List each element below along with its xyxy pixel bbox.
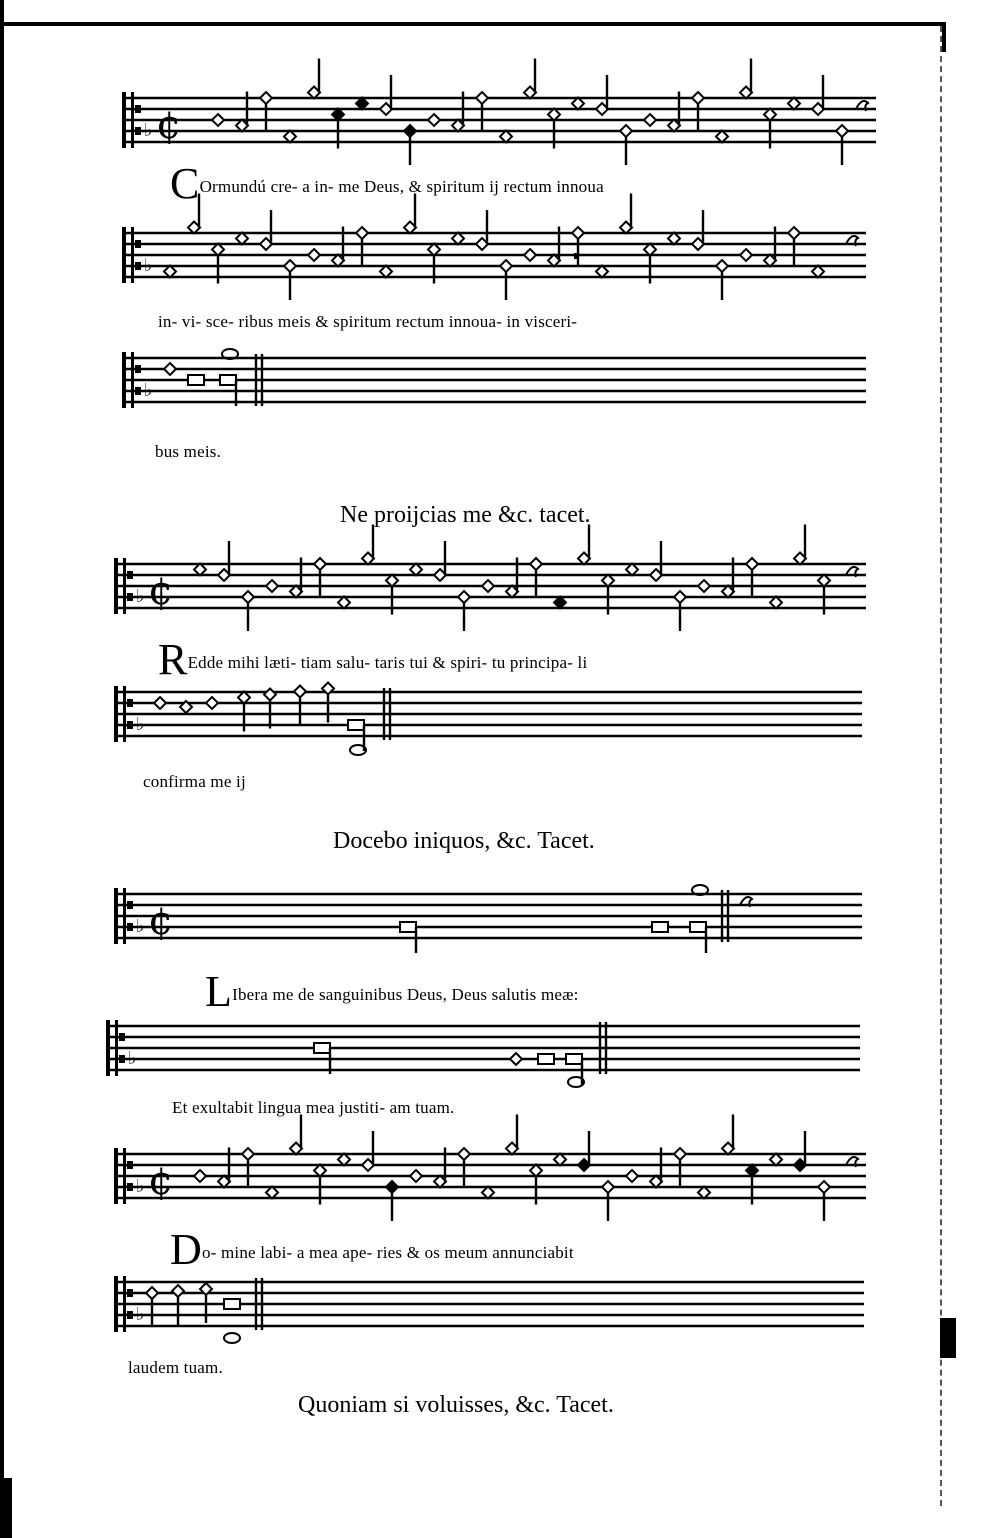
clef-bar xyxy=(114,1148,118,1204)
clef-mark xyxy=(135,387,141,395)
flat-sign: ♭ xyxy=(136,714,145,735)
clef-bar xyxy=(114,1276,118,1332)
note-head xyxy=(172,1285,184,1297)
flat-sign: ♭ xyxy=(144,380,153,401)
clef-mark xyxy=(135,262,141,270)
lyric-text: Ormundú cre- a in- me Deus, & spiritum ij rectum innoua xyxy=(199,177,604,196)
note-head xyxy=(264,689,276,701)
note-head xyxy=(530,558,542,570)
note-head xyxy=(266,580,278,592)
lyric-line-1 xyxy=(170,159,604,208)
flat-sign: ♭ xyxy=(136,586,145,607)
section-heading-2: Docebo iniquos, &c. Tacet. xyxy=(333,828,595,854)
note-head xyxy=(410,564,422,576)
breve-note xyxy=(348,720,364,730)
mensuration-sign: ¢ xyxy=(156,102,182,148)
clef-bar xyxy=(131,352,134,408)
breve-note xyxy=(400,922,416,932)
mensuration-sign: ¢ xyxy=(148,898,174,944)
note-head xyxy=(452,233,464,245)
lyric-text: laudem tuam. xyxy=(128,1358,223,1377)
note-head xyxy=(154,697,166,709)
note-head xyxy=(404,125,416,137)
note-head xyxy=(242,1148,254,1160)
breve-note xyxy=(652,922,668,932)
breve-note xyxy=(224,1299,240,1309)
note-head xyxy=(764,109,776,121)
note-head xyxy=(338,1154,350,1166)
note-head xyxy=(428,244,440,256)
note-head xyxy=(338,597,350,609)
note-head xyxy=(482,1187,494,1199)
initial-capital: R xyxy=(158,635,188,684)
note-head xyxy=(294,686,306,698)
flat-sign: ♭ xyxy=(136,1176,145,1197)
breve-note xyxy=(314,1043,330,1053)
lyric-line-4 xyxy=(158,635,588,684)
clef-mark xyxy=(119,1055,125,1063)
note-head xyxy=(554,597,566,609)
note-head xyxy=(206,697,218,709)
note-head xyxy=(164,266,176,278)
note-head xyxy=(788,227,800,239)
note-head xyxy=(260,92,272,104)
note-head xyxy=(194,1170,206,1182)
note-head xyxy=(602,575,614,587)
clef-bar xyxy=(114,888,118,944)
note-head xyxy=(812,266,824,278)
section-heading-1: Ne proijcias me &c. tacet. xyxy=(340,502,591,528)
clef-bar xyxy=(123,1148,126,1204)
breve-note xyxy=(566,1054,582,1064)
flat-sign: ♭ xyxy=(136,916,145,937)
note-head xyxy=(500,260,512,272)
note-head xyxy=(510,1053,522,1065)
note-head xyxy=(746,1165,758,1177)
clef-mark xyxy=(135,105,141,113)
note-head xyxy=(770,1154,782,1166)
note-head xyxy=(626,1170,638,1182)
clef-mark xyxy=(127,923,133,931)
note-head xyxy=(236,233,248,245)
clef-bar xyxy=(122,352,126,408)
note-head xyxy=(164,363,176,375)
clef-bar xyxy=(131,227,134,283)
note-head xyxy=(554,1154,566,1166)
clef-bar xyxy=(123,558,126,614)
clef-bar xyxy=(123,1276,126,1332)
clef-mark xyxy=(127,593,133,601)
note-head xyxy=(284,260,296,272)
note-head xyxy=(242,591,254,603)
note-head xyxy=(620,125,632,137)
lyric-text: in- vi- sce- ribus meis & spiritum rectum innoua- in visceri- xyxy=(158,312,578,331)
lyric-line-8 xyxy=(170,1225,574,1274)
breve-note xyxy=(188,375,204,385)
note-head xyxy=(482,580,494,592)
note-head xyxy=(788,98,800,110)
initial-capital: L xyxy=(205,967,233,1016)
rest-mark xyxy=(574,253,578,259)
note-head xyxy=(314,558,326,570)
clef-bar xyxy=(122,227,126,283)
clef-mark xyxy=(127,571,133,579)
note-head xyxy=(266,1187,278,1199)
note-head xyxy=(674,1148,686,1160)
note-head xyxy=(602,1181,614,1193)
note-head xyxy=(674,591,686,603)
clef-mark xyxy=(127,901,133,909)
note-head xyxy=(356,98,368,110)
note-head xyxy=(818,575,830,587)
clef-mark xyxy=(127,1161,133,1169)
clef-mark xyxy=(127,1183,133,1191)
note-head xyxy=(380,266,392,278)
note-head xyxy=(692,92,704,104)
lyric-text: o- mine labi- a mea ape- ries & os meum annunciabit xyxy=(201,1243,574,1262)
note-head xyxy=(524,249,536,261)
note-head xyxy=(644,114,656,126)
initial-capital: C xyxy=(170,159,200,208)
note-head xyxy=(572,227,584,239)
lyric-text: bus meis. xyxy=(155,442,222,461)
note-head xyxy=(530,1165,542,1177)
section-heading-3: Quoniam si voluisses, &c. Tacet. xyxy=(298,1392,614,1418)
lyric-text: Et exultabit lingua mea justiti- am tuam. xyxy=(172,1098,455,1117)
breve-note xyxy=(538,1054,554,1064)
clef-mark xyxy=(135,127,141,135)
clef-bar xyxy=(114,558,118,614)
clef-mark xyxy=(127,721,133,729)
clef-bar xyxy=(115,1020,118,1076)
note-head xyxy=(698,1187,710,1199)
note-head xyxy=(332,109,344,121)
clef-mark xyxy=(135,365,141,373)
note-head xyxy=(284,131,296,143)
note-head xyxy=(212,244,224,256)
lyric-line-6 xyxy=(205,967,579,1016)
clef-bar xyxy=(122,92,126,148)
note-head xyxy=(476,92,488,104)
flat-sign: ♭ xyxy=(144,255,153,276)
mensuration-sign: ¢ xyxy=(148,568,174,614)
note-head xyxy=(238,692,250,704)
flat-sign: ♭ xyxy=(144,120,153,141)
clef-mark xyxy=(135,240,141,248)
clef-mark xyxy=(127,1289,133,1297)
clef-bar xyxy=(123,888,126,944)
note-head xyxy=(716,260,728,272)
note-head xyxy=(818,1181,830,1193)
note-head xyxy=(386,575,398,587)
initial-capital: D xyxy=(170,1225,202,1274)
note-head xyxy=(548,109,560,121)
note-head xyxy=(386,1181,398,1193)
lyric-text: Ibera me de sanguinibus Deus, Deus salutis meæ: xyxy=(232,985,579,1004)
note-head xyxy=(194,564,206,576)
note-head xyxy=(668,233,680,245)
note-head xyxy=(146,1287,158,1299)
note-head xyxy=(596,266,608,278)
flat-sign: ♭ xyxy=(128,1048,137,1069)
clef-mark xyxy=(127,699,133,707)
note-head xyxy=(458,591,470,603)
note-head xyxy=(770,597,782,609)
breve-note xyxy=(220,375,236,385)
note-head xyxy=(212,114,224,126)
lyric-line-5 xyxy=(143,772,246,792)
note-head xyxy=(740,249,752,261)
clef-bar xyxy=(123,686,126,742)
lyric-line-9 xyxy=(128,1358,223,1378)
mensuration-sign: ¢ xyxy=(148,1158,174,1204)
clef-bar xyxy=(106,1020,110,1076)
note-head xyxy=(356,227,368,239)
lyric-line-7 xyxy=(172,1098,455,1118)
note-head xyxy=(500,131,512,143)
clef-bar xyxy=(114,686,118,742)
note-head xyxy=(458,1148,470,1160)
note-head xyxy=(428,114,440,126)
note-head xyxy=(572,98,584,110)
lyric-text: Edde mihi læti- tiam salu- taris tui & spiri- tu principa- li xyxy=(187,653,588,672)
note-head xyxy=(836,125,848,137)
clef-bar xyxy=(131,92,134,148)
lyric-line-3 xyxy=(155,442,221,462)
lyric-line-2 xyxy=(158,312,577,332)
note-head xyxy=(746,558,758,570)
note-head xyxy=(626,564,638,576)
note-head xyxy=(314,1165,326,1177)
clef-mark xyxy=(119,1033,125,1041)
note-head xyxy=(410,1170,422,1182)
note-head xyxy=(716,131,728,143)
note-head xyxy=(308,249,320,261)
breve-note xyxy=(690,922,706,932)
clef-mark xyxy=(127,1311,133,1319)
note-head xyxy=(698,580,710,592)
fermata xyxy=(224,1333,240,1343)
lyric-text: confirma me ij xyxy=(143,772,246,791)
note-head xyxy=(644,244,656,256)
flat-sign: ♭ xyxy=(136,1304,145,1325)
